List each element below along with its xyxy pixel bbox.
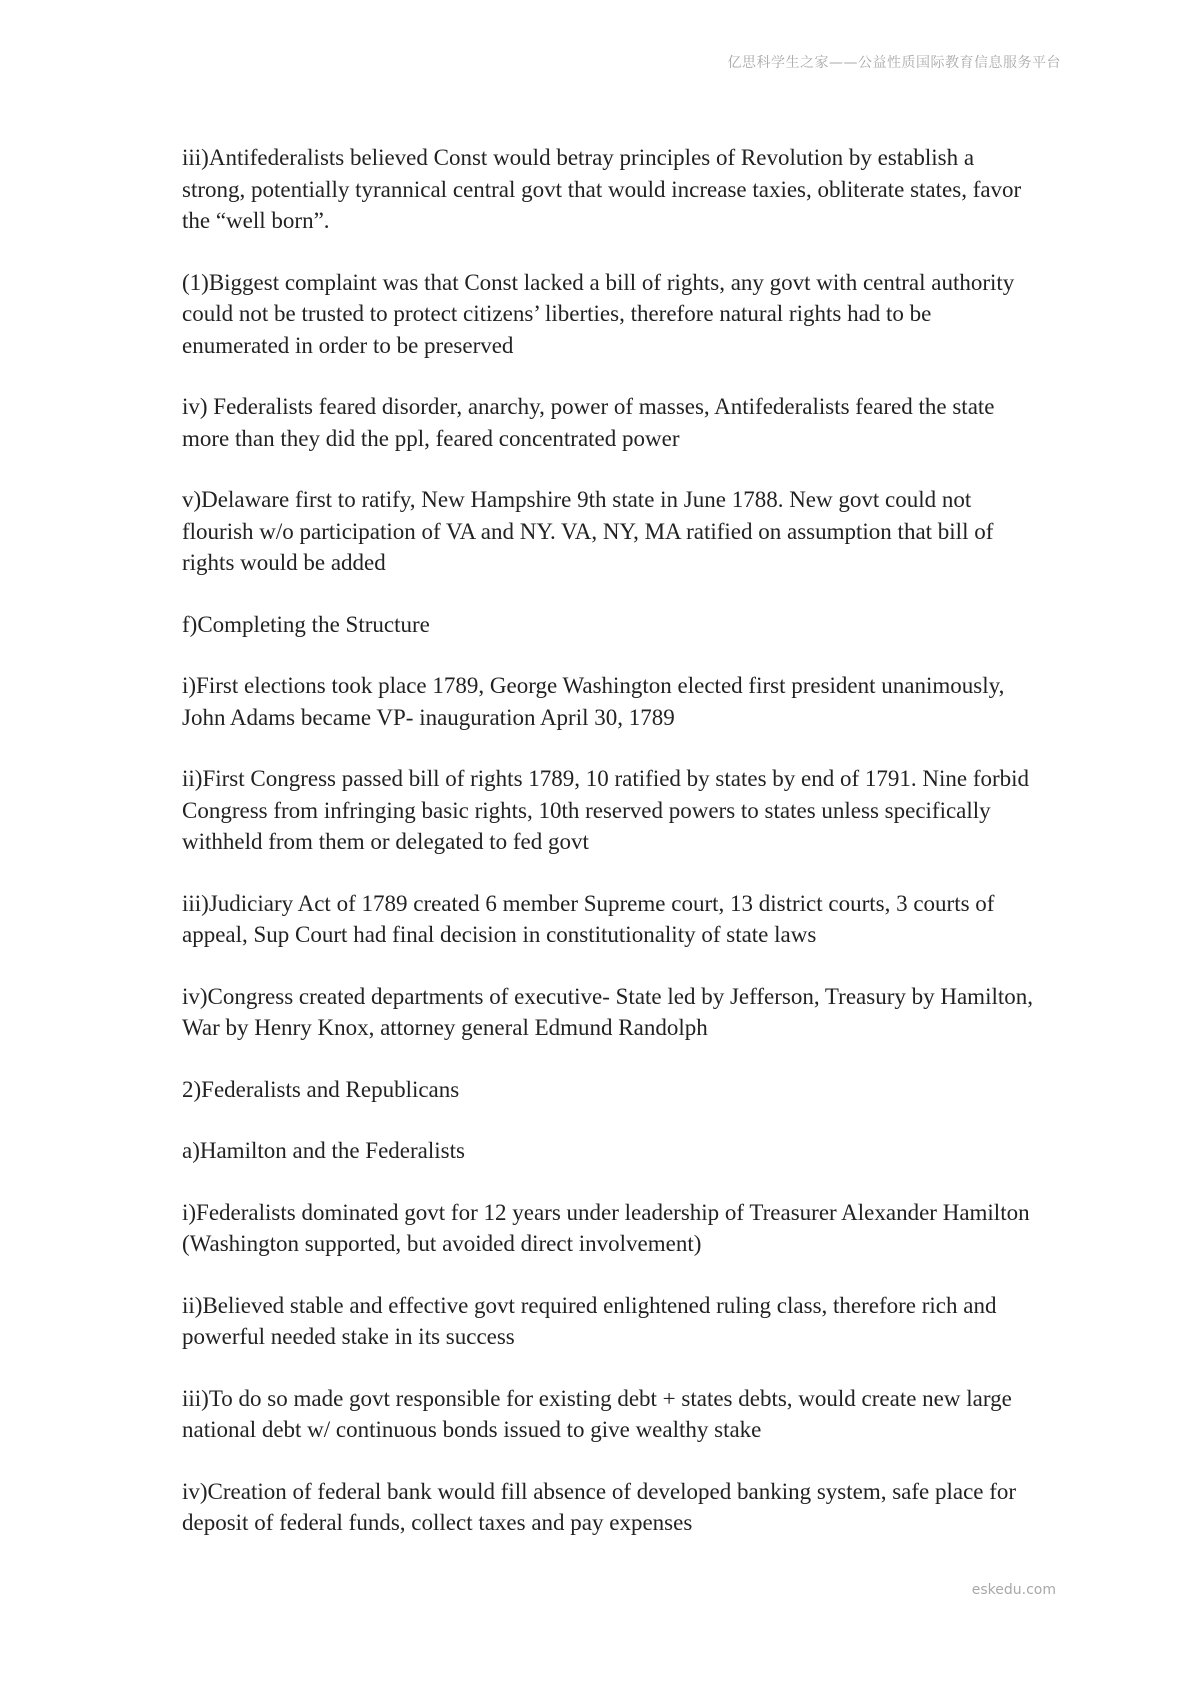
paragraph: ii)Believed stable and effective govt required enlightened ruling class, therefore rich and powerful needed stake in its success xyxy=(182,1292,997,1349)
paragraph: i)First elections took place 1789, George Washington elected first president unanimously, John Adams became VP- inauguration April 30, 1789 xyxy=(182,673,1005,730)
paragraph: iii)Judiciary Act of 1789 created 6 member Supreme court, 13 district courts, 3 courts of appeal, Sup Court had final decision in constitutionality of state laws xyxy=(182,890,995,947)
paragraph: iii)To do so made govt responsible for existing debt + states debts, would create new large national debt w/ continuous bonds issued to give wealthy stake xyxy=(182,1385,1012,1442)
page-header-site-title: 亿思科学生之家——公益性质国际教育信息服务平台 xyxy=(727,55,1061,71)
paragraph: iv)Creation of federal bank would fill absence of developed banking system, safe place for deposit of federal funds, collect taxes and pay expenses xyxy=(182,1478,1017,1535)
section-heading: 2)Federalists and Republicans xyxy=(182,1076,460,1102)
section-heading: a)Hamilton and the Federalists xyxy=(182,1138,465,1163)
section-heading: f)Completing the Structure xyxy=(182,611,430,637)
paragraph: i)Federalists dominated govt for 12 years under leadership of Treasurer Alexander Hamilton (Washington supported, but avoided direct involvement) xyxy=(182,1199,1030,1256)
paragraph: iv)Congress created departments of executive- State led by Jefferson, Treasury by Hamilton, War by Henry Knox, attorney general Edmund Randolph xyxy=(182,983,1033,1040)
page-footer-site-url: eskedu.com xyxy=(971,1582,1056,1598)
document-body xyxy=(182,142,1042,1569)
paragraph: ii)First Congress passed bill of rights 1789, 10 ratified by states by end of 1791. Nine forbid Congress from infringing basic rights, 10th reserved powers to states unless specifically withheld from them or delegated to fed govt xyxy=(182,766,1030,854)
paragraph: iii)Antifederalists believed Const would betray principles of Revolution by establish a strong, potentially tyrannical central govt that would increase taxies, obliterate states, favor the “well born”. xyxy=(182,145,1022,233)
paragraph: v)Delaware first to ratify, New Hampshire 9th state in June 1788. New govt could not flourish w/o participation of VA and NY. VA, NY, MA ratified on assumption that bill of rights would be added xyxy=(182,487,994,575)
paragraph: (1)Biggest complaint was that Const lacked a bill of rights, any govt with central authority could not be trusted to protect citizens’ liberties, therefore natural rights had to be enumerated in order to be preserved xyxy=(182,269,1015,358)
paragraph: iv) Federalists feared disorder, anarchy, power of masses, Antifederalists feared the state more than they did the ppl, feared concentrated power xyxy=(182,394,995,451)
